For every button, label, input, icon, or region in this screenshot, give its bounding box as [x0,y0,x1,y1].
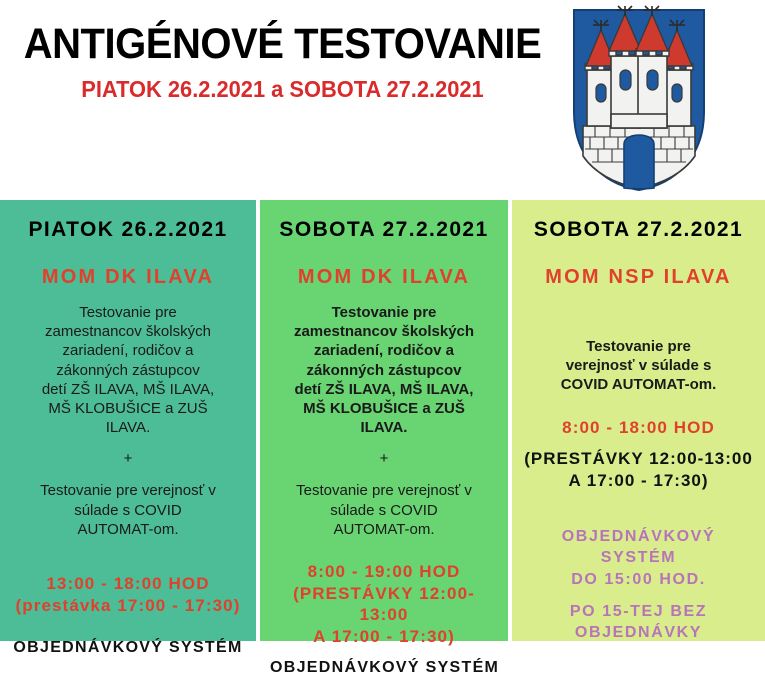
booking-line: DO 15:00 HOD. [571,571,706,588]
spacer [10,539,246,573]
body-line: zákonných zástupcov [306,361,462,379]
column-booking-note-2 [522,601,755,644]
body-line: Testovanie pre [79,304,177,321]
body-line: zamestnancov školských [293,323,475,341]
body-line: Testovanie pre verejnosť v [296,482,472,500]
body-line: Testovanie pre [331,304,437,321]
booking-line: OBJEDNÁVKOVÝ SYSTÉM [13,639,243,657]
column-date: SOBOTA 27.2.2021 [533,218,744,241]
column-hours-breaks [522,448,755,492]
body-line: ILAVA. [360,419,408,437]
body-line: MŠ KLOBUŠICE a ZUŠ [303,399,465,417]
column-venue: MOM DK ILAVA [297,266,471,288]
hours-line: 13:00 - 18:00 HOD [46,573,210,593]
spacer [522,395,755,417]
body-line: COVID AUTOMAT-om. [560,376,717,394]
column-body-text [10,303,246,437]
column-booking-note [270,658,498,679]
column-date: SOBOTA 27.2.2021 [279,218,489,241]
body-line: MŠ KLOBUŠICE a ZUŠ [48,399,208,417]
booking-line: OBJEDNÁVKOVÝ SYSTÉM [270,658,500,676]
column-date: PIATOK 26.2.2021 [28,218,228,241]
column-body-text [522,337,755,395]
spacer [522,492,755,526]
body-line: zamestnancov školských [45,323,211,341]
spacer [522,591,755,601]
poster-header [0,0,765,200]
column-hours [270,561,498,648]
body-line: Testovanie pre verejnosť v [40,482,216,500]
body-line: verejnosť v súlade s [565,357,712,375]
header-text-block [0,22,565,102]
column-body-text [270,303,498,437]
ilava-coat-of-arms-icon [568,4,710,194]
body-line: detí ZŠ ILAVA, MŠ ILAVA, [294,380,474,398]
column-booking-note [522,526,755,591]
spacer [270,539,498,561]
hours-line: (prestávka 17:00 - 17:30) [15,595,241,615]
page-title: ANTIGÉNOVÉ TESTOVANIE [23,20,542,68]
column-hours [10,573,246,617]
hours-line: 8:00 - 18:00 HOD [562,417,715,437]
booking-line: OBJEDNÁVKY [574,624,703,642]
plus-separator: + [379,450,389,468]
column-venue: MOM DK ILAVA [41,266,215,288]
booking-line: OBJEDNÁVKOVÝ SYSTÉM [561,527,716,567]
body-line: súlade s COVID [330,501,438,519]
page-subtitle: PIATOK 26.2.2021 a SOBOTA 27.2.2021 [81,76,484,103]
spacer [270,648,498,658]
spacer [10,616,246,638]
hours-line: A 17:00 - 17:30) [568,471,709,491]
hours-line: 8:00 - 19:00 HOD [307,561,461,581]
column-venue: MOM NSP ILAVA [545,266,732,288]
schedule-column-sobota-nsp-ilava [512,200,765,641]
body-line: ILAVA. [105,419,151,437]
column-booking-note [10,638,246,659]
column-body-text-2 [10,481,246,539]
schedule-columns [0,200,765,676]
body-line: Testovanie pre [586,338,691,355]
spacer [522,303,755,337]
spacer [522,438,755,448]
hours-line: A 17:00 - 17:30) [313,627,455,647]
schedule-column-piatok-dk-ilava [0,200,256,657]
column-body-text-2 [270,481,498,539]
schedule-column-sobota-dk-ilava [256,200,512,676]
hours-line: (PRESTÁVKY 12:00-13:00 [524,449,753,469]
body-line: detí ZŠ ILAVA, MŠ ILAVA, [41,380,215,398]
column-hours [522,417,755,439]
plus-separator: + [123,450,133,468]
body-line: súlade s COVID [74,501,182,519]
body-line: AUTOMAT-om. [77,520,179,538]
body-line: AUTOMAT-om. [333,520,435,538]
body-line: zariadení, rodičov a [62,342,194,360]
body-line: zákonných zástupcov [56,361,200,379]
body-line: zariadení, rodičov a [313,342,455,360]
booking-line: PO 15-TEJ BEZ [569,602,708,620]
hours-line: (PRESTÁVKY 12:00-13:00 [293,583,475,625]
